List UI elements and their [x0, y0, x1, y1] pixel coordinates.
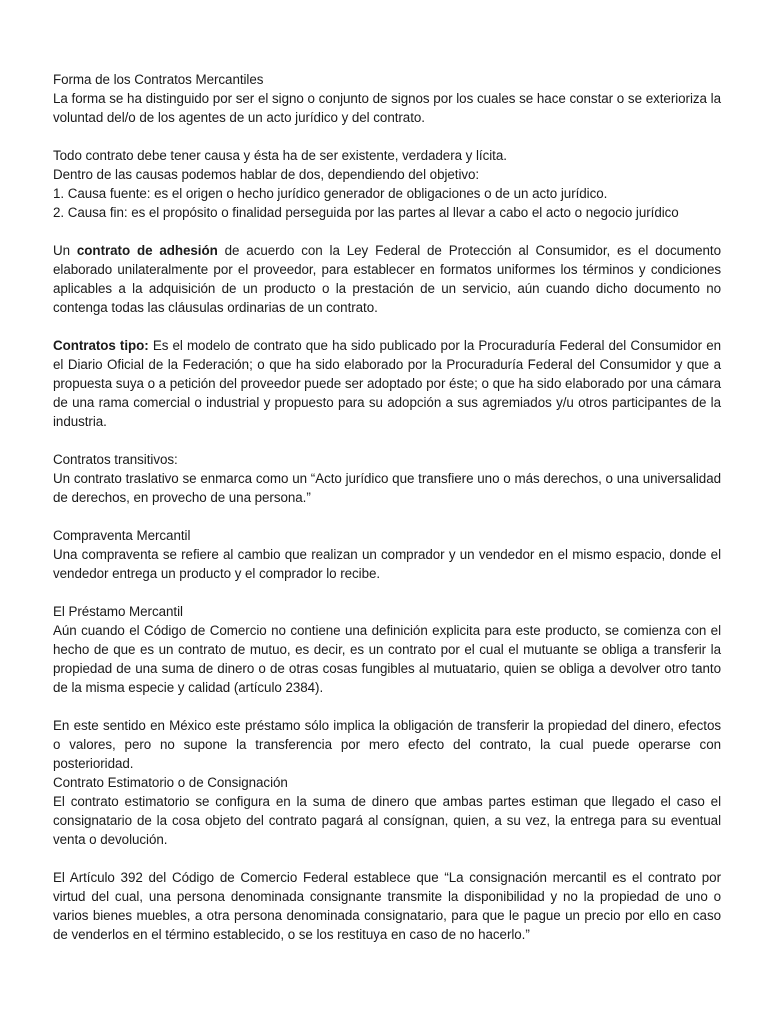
section-prestamo-cont: [53, 716, 721, 773]
section-body: Una compraventa se refiere al cambio que realizan un comprador y un vendedor en el mismo espacio, donde el vendedor entrega un producto y el comprador lo recibe.: [53, 547, 721, 581]
paragraph-gap: [53, 222, 721, 241]
paragraph-gap: [53, 697, 721, 716]
section-causa: [53, 146, 721, 222]
section-body: El contrato estimatorio se configura en la suma de dinero que ambas partes estiman que llegado el caso el consignatario de la cosa objeto del contrato pagará al consígnan, quien, a su vez, la entrega para su eventual venta o devolución.: [53, 794, 721, 847]
adhesion-text: de acuerdo con la Ley Federal de Protección al Consumidor, es el documento elaborado unilateralmente por el proveedor, para establecer en formatos uniformes los términos y condiciones aplicables a la adquisición de un producto o la prestación de un servicio, aún cuando dicho documento no contenga todas las cláusulas ordinarias de un contrato.: [53, 243, 721, 315]
section-heading: Contrato Estimatorio o de Consignación: [53, 775, 288, 790]
section-body: Un contrato traslativo se enmarca como un “Acto jurídico que transfiere uno o más derechos, o una universalidad de derechos, en provecho de una persona.”: [53, 471, 721, 505]
paragraph-gap: [53, 317, 721, 336]
section-body: La forma se ha distinguido por ser el signo o conjunto de signos por los cuales se hace constar o se exterioriza la voluntad del/o de los agentes de un acto jurídico y del contrato.: [53, 91, 721, 125]
section-body: El Artículo 392 del Código de Comercio Federal establece que “La consignación mercantil es el contrato por virtud del cual, una persona denominada consignante transmite la disponibilidad y no la propiedad de uno o varios bienes muebles, a otra persona denominada consignatario, para que le pague un precio por ello en caso de venderlos en el término establecido, o se los restituya en caso de no hacerlo.”: [53, 870, 721, 942]
section-body: Aún cuando el Código de Comercio no contiene una definición explicita para este producto, se comienza con el hecho de que es un contrato de mutuo, es decir, es un contrato por el cual el mutuante se obliga a transferir la propiedad de una suma de dinero o de otras cosas fungibles al mutuatario, quien se obliga a devolver otro tanto de la misma especie y calidad (artículo 2384).: [53, 623, 721, 695]
section-estimatorio: [53, 773, 721, 849]
section-body: [53, 241, 721, 317]
section-heading: Forma de los Contratos Mercantiles: [53, 72, 264, 87]
causa-line: Dentro de las causas podemos hablar de dos, dependiendo del objetivo:: [53, 167, 480, 182]
section-forma: [53, 70, 721, 127]
section-adhesion: [53, 241, 721, 317]
section-body: En este sentido en México este préstamo sólo implica la obligación de transferir la propiedad del dinero, efectos o valores, pero no supone la transferencia por mero efecto del contrato, la cual puede operarse con posterioridad.: [53, 718, 721, 771]
section-transitivos: [53, 450, 721, 507]
section-heading: Compraventa Mercantil: [53, 528, 191, 543]
paragraph-gap: [53, 507, 721, 526]
section-prestamo: [53, 602, 721, 697]
section-compraventa: [53, 526, 721, 583]
list-item: 1. Causa fuente: es el origen o hecho jurídico generador de obligaciones o de un acto jurídico.: [53, 186, 608, 201]
section-tipo: [53, 336, 721, 431]
defined-term: contrato de adhesión: [76, 243, 218, 258]
adhesion-prefix: Un: [53, 243, 77, 258]
list-item: 2. Causa fin: es el propósito o finalidad perseguida por las partes al llevar a cabo el acto o negocio jurídico: [53, 205, 679, 220]
paragraph-gap: [53, 583, 721, 602]
defined-term: Contratos tipo:: [53, 338, 149, 353]
paragraph-gap: [53, 127, 721, 146]
section-heading: El Préstamo Mercantil: [53, 604, 183, 619]
section-estimatorio-cont: [53, 868, 721, 944]
section-heading: Contratos transitivos:: [53, 452, 178, 467]
paragraph-gap: [53, 431, 721, 450]
causa-line: Todo contrato debe tener causa y ésta ha de ser existente, verdadera y lícita.: [53, 148, 507, 163]
tipo-text: Es el modelo de contrato que ha sido publicado por la Procuraduría Federal del Consumidor en el Diario Oficial de la Federación; o que ha sido elaborado por la Procuraduría Federal del Consumidor y que a propuesta suya o a petición del proveedor puede ser adoptado por éste; o que ha sido elaborado por una cámara de una rama comercial o industrial y propuesto para su adopción a sus agremiados y/u otros participantes de la industria.: [53, 338, 721, 429]
section-body: [53, 336, 721, 431]
document-page: [53, 70, 721, 944]
paragraph-gap: [53, 849, 721, 868]
